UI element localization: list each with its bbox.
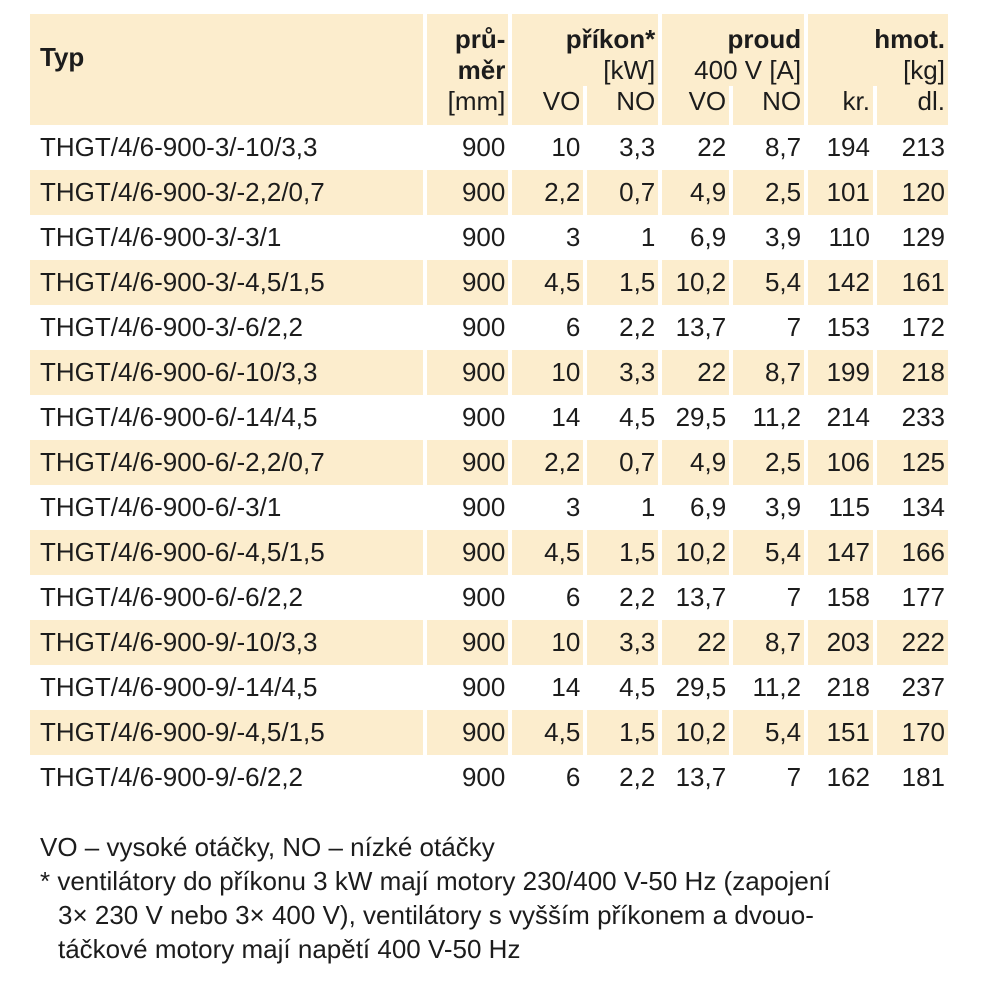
cell-prikon-vo: 14 [551, 672, 581, 702]
cell-prikon-no: 1 [640, 492, 656, 522]
cell-proud-no: 2,5 [733, 170, 804, 215]
cell-proud-no: 3,9 [764, 492, 802, 522]
cell-prikon-no: 1,5 [587, 710, 658, 755]
cell-typ: THGT/4/6-900-3/-4,5/1,5 [30, 260, 423, 305]
header-hmot-kr: kr. [808, 86, 873, 125]
table-row [30, 575, 948, 620]
header-proud-unit: 400 V [A] [694, 55, 802, 85]
cell-proud-no: 8,7 [733, 620, 804, 665]
table-row [30, 125, 948, 170]
cell-typ: THGT/4/6-900-3/-10/3,3 [40, 132, 318, 162]
cell-hmot-kr: 110 [828, 222, 870, 252]
cell-prumer: 900 [427, 350, 508, 395]
header-prikon [512, 14, 658, 86]
cell-proud-no: 8,7 [764, 132, 802, 162]
cell-typ: THGT/4/6-900-6/-10/3,3 [30, 350, 423, 395]
header-prikon-no: NO [587, 86, 658, 125]
cell-prumer: 900 [461, 582, 506, 612]
cell-prikon-no: 1,5 [587, 530, 658, 575]
table-row [30, 755, 948, 800]
cell-prikon-no: 1,5 [587, 260, 658, 305]
cell-hmot-dl: 120 [877, 170, 948, 215]
cell-prikon-vo: 10 [512, 620, 583, 665]
cell-prumer: 900 [461, 132, 506, 162]
cell-prumer: 900 [461, 672, 506, 702]
cell-prikon-no: 2,2 [619, 312, 656, 342]
cell-hmot-dl: 213 [901, 132, 945, 162]
cell-typ: THGT/4/6-900-3/-2,2/0,7 [30, 170, 423, 215]
cell-prikon-vo: 2,2 [512, 170, 583, 215]
cell-typ: THGT/4/6-900-6/-14/4,5 [40, 402, 318, 432]
note-abbreviations: VO – vysoké otáčky, NO – nízké otáčky [40, 832, 495, 862]
cell-hmot-kr: 203 [808, 620, 873, 665]
table-row [30, 260, 948, 305]
cell-proud-no: 2,5 [733, 440, 804, 485]
header-prumer-mid: měr [457, 55, 506, 85]
cell-proud-vo: 13,7 [675, 312, 727, 342]
cell-typ: THGT/4/6-900-6/-2,2/0,7 [30, 440, 423, 485]
cell-proud-vo: 29,5 [675, 402, 727, 432]
cell-hmot-dl: 233 [901, 402, 945, 432]
cell-hmot-kr: 153 [826, 312, 870, 342]
cell-hmot-kr: 194 [826, 132, 870, 162]
table-row [30, 170, 948, 215]
cell-proud-no: 5,4 [733, 260, 804, 305]
cell-typ: THGT/4/6-900-9/-6/2,2 [40, 762, 303, 792]
cell-hmot-kr: 106 [808, 440, 873, 485]
header-prikon-title: příkon* [565, 24, 656, 54]
cell-hmot-dl: 222 [877, 620, 948, 665]
cell-hmot-kr: 162 [826, 762, 870, 792]
header-typ: Typ [30, 14, 423, 125]
cell-hmot-kr: 142 [808, 260, 873, 305]
cell-proud-no: 5,4 [733, 530, 804, 575]
table-row [30, 215, 948, 260]
cell-prikon-no: 4,5 [619, 402, 656, 432]
table-row [30, 395, 948, 440]
cell-proud-vo: 4,9 [662, 170, 729, 215]
cell-proud-vo: 22 [662, 350, 729, 395]
table-row [30, 440, 948, 485]
cell-proud-no: 5,4 [733, 710, 804, 755]
cell-prikon-vo: 4,5 [512, 530, 583, 575]
cell-hmot-kr: 218 [826, 672, 870, 702]
notes [30, 830, 956, 966]
cell-proud-vo: 22 [662, 620, 729, 665]
cell-proud-vo: 10,2 [662, 530, 729, 575]
header-prumer-top: prů- [454, 24, 506, 54]
cell-prikon-no: 3,3 [619, 132, 656, 162]
cell-prumer: 900 [461, 492, 506, 522]
table-row [30, 620, 948, 665]
cell-typ: THGT/4/6-900-9/-14/4,5 [40, 672, 318, 702]
cell-prumer: 900 [427, 620, 508, 665]
cell-prikon-vo: 2,2 [512, 440, 583, 485]
cell-typ: THGT/4/6-900-3/-3/1 [40, 222, 282, 252]
header-hmot-title: hmot. [874, 24, 945, 54]
cell-hmot-kr: 101 [808, 170, 873, 215]
cell-proud-no: 11,2 [752, 672, 802, 702]
cell-prikon-vo: 3 [565, 222, 581, 252]
cell-prikon-vo: 6 [565, 312, 581, 342]
header-prikon-vo: VO [512, 86, 583, 125]
cell-proud-no: 3,9 [764, 222, 802, 252]
cell-hmot-kr: 147 [808, 530, 873, 575]
cell-hmot-kr: 214 [826, 402, 870, 432]
cell-hmot-dl: 181 [901, 762, 945, 792]
cell-proud-no: 7 [786, 582, 802, 612]
header-hmot-dl: dl. [877, 86, 948, 125]
cell-prumer: 900 [461, 402, 506, 432]
header-hmot [808, 14, 948, 86]
cell-typ: THGT/4/6-900-6/-3/1 [40, 492, 282, 522]
cell-prikon-vo: 6 [565, 762, 581, 792]
spec-sheet [30, 14, 956, 966]
header-prikon-unit: [kW] [603, 55, 656, 85]
cell-prikon-vo: 6 [565, 582, 581, 612]
cell-typ: THGT/4/6-900-9/-4,5/1,5 [30, 710, 423, 755]
header-prumer-unit: [mm] [447, 86, 506, 116]
table-row [30, 710, 948, 755]
cell-prumer: 900 [427, 710, 508, 755]
cell-hmot-dl: 134 [901, 492, 945, 522]
cell-prumer: 900 [427, 530, 508, 575]
cell-prumer: 900 [427, 440, 508, 485]
cell-prikon-vo: 10 [551, 132, 581, 162]
cell-prikon-no: 2,2 [619, 762, 656, 792]
header-prumer [427, 14, 508, 125]
cell-hmot-kr: 158 [826, 582, 870, 612]
cell-proud-vo: 13,7 [675, 762, 727, 792]
cell-typ: THGT/4/6-900-9/-10/3,3 [30, 620, 423, 665]
cell-proud-vo: 13,7 [675, 582, 727, 612]
cell-proud-vo: 10,2 [662, 260, 729, 305]
cell-proud-no: 11,2 [752, 402, 802, 432]
cell-hmot-dl: 237 [901, 672, 945, 702]
cell-hmot-dl: 125 [877, 440, 948, 485]
fan-spec-table [26, 14, 952, 800]
cell-proud-vo: 10,2 [662, 710, 729, 755]
table-row [30, 350, 948, 395]
table-header [30, 14, 948, 125]
table-row [30, 665, 948, 710]
cell-hmot-dl: 177 [901, 582, 945, 612]
cell-prikon-vo: 3 [565, 492, 581, 522]
cell-prumer: 900 [461, 762, 506, 792]
cell-prikon-no: 0,7 [587, 170, 658, 215]
cell-proud-no: 7 [786, 762, 802, 792]
cell-prikon-no: 1 [640, 222, 656, 252]
cell-prikon-no: 3,3 [587, 620, 658, 665]
cell-prikon-vo: 10 [512, 350, 583, 395]
header-proud-vo: VO [662, 86, 729, 125]
cell-prikon-no: 2,2 [619, 582, 656, 612]
table-row [30, 305, 948, 350]
cell-prikon-no: 3,3 [587, 350, 658, 395]
cell-prikon-vo: 4,5 [512, 710, 583, 755]
cell-prumer: 900 [427, 170, 508, 215]
cell-prikon-vo: 4,5 [512, 260, 583, 305]
table-row [30, 530, 948, 575]
table-body [30, 125, 948, 800]
table-row [30, 485, 948, 530]
cell-hmot-kr: 115 [828, 492, 870, 522]
cell-hmot-dl: 166 [877, 530, 948, 575]
note-footnote-line-3: táčkové motory mají napětí 400 V-50 Hz [58, 934, 521, 964]
cell-prikon-no: 4,5 [619, 672, 656, 702]
cell-proud-vo: 4,9 [662, 440, 729, 485]
cell-hmot-dl: 161 [877, 260, 948, 305]
cell-prikon-no: 0,7 [587, 440, 658, 485]
cell-prumer: 900 [427, 260, 508, 305]
cell-proud-vo: 29,5 [675, 672, 727, 702]
cell-hmot-dl: 129 [901, 222, 945, 252]
cell-hmot-kr: 199 [808, 350, 873, 395]
cell-hmot-dl: 172 [901, 312, 945, 342]
cell-prikon-vo: 14 [551, 402, 581, 432]
cell-proud-vo: 22 [697, 132, 727, 162]
header-proud-title: proud [727, 24, 802, 54]
header-proud [662, 14, 804, 86]
cell-hmot-dl: 170 [877, 710, 948, 755]
header-proud-no: NO [733, 86, 804, 125]
cell-typ: THGT/4/6-900-3/-6/2,2 [40, 312, 303, 342]
cell-proud-no: 7 [786, 312, 802, 342]
cell-hmot-kr: 151 [808, 710, 873, 755]
note-footnote-line-1: * ventilátory do příkonu 3 kW mají motory 230/400 V-50 Hz (zapojení [40, 866, 831, 896]
cell-proud-no: 8,7 [733, 350, 804, 395]
cell-typ: THGT/4/6-900-6/-6/2,2 [40, 582, 303, 612]
note-footnote-line-2: 3× 230 V nebo 3× 400 V), ventilátory s vyšším příkonem a dvouo- [58, 900, 814, 930]
cell-hmot-dl: 218 [877, 350, 948, 395]
header-hmot-unit: [kg] [903, 55, 945, 85]
cell-prumer: 900 [461, 312, 506, 342]
cell-typ: THGT/4/6-900-6/-4,5/1,5 [30, 530, 423, 575]
cell-proud-vo: 6,9 [690, 222, 727, 252]
cell-proud-vo: 6,9 [690, 492, 727, 522]
cell-prumer: 900 [461, 222, 506, 252]
